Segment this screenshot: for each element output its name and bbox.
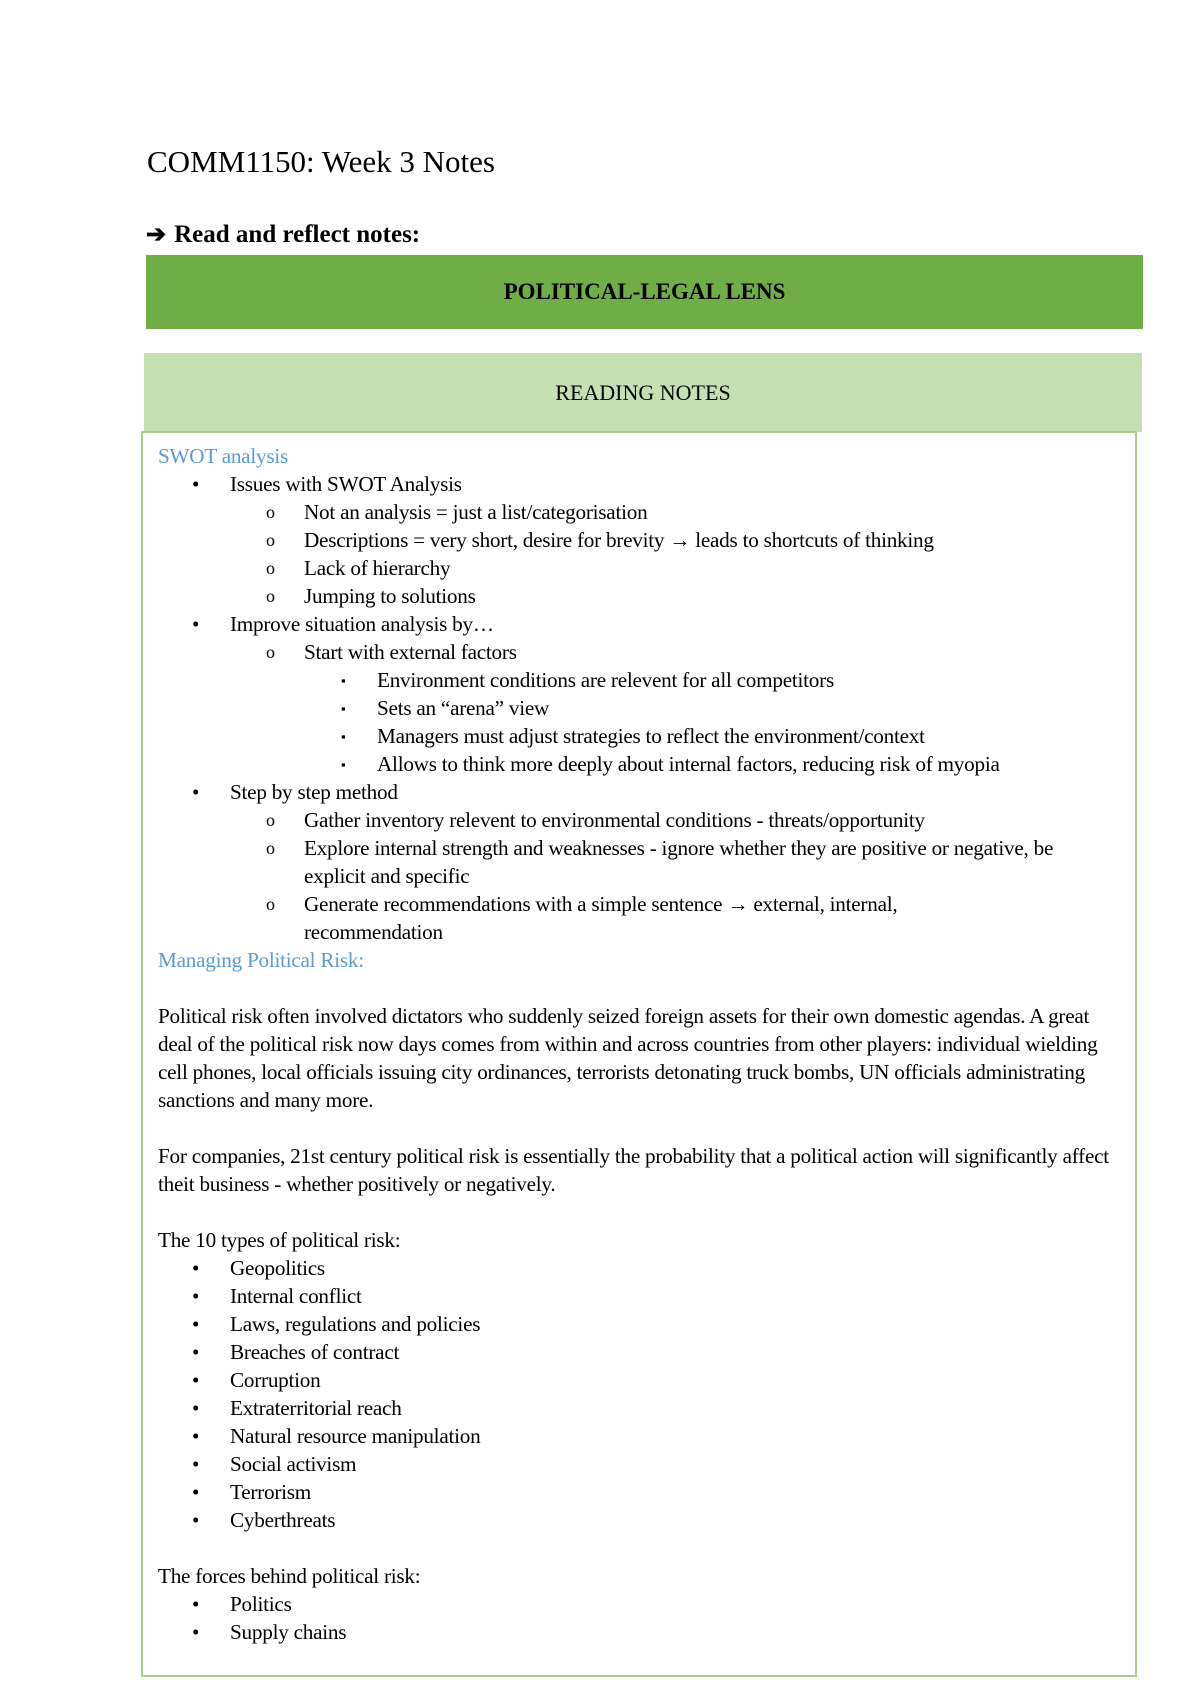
list-item-text: Terrorism [230,1480,311,1504]
list-item [158,806,1127,834]
bullet-icon: • [192,1452,200,1476]
list-item-text: Improve situation analysis by… [230,612,494,636]
list-item [158,694,1127,722]
read-and-reflect-heading [146,219,420,251]
read-and-reflect-label: Read and reflect notes: [174,221,421,248]
circle-bullet-icon: o [266,586,275,606]
list-item-text: Laws, regulations and policies [230,1312,481,1336]
circle-bullet-icon: o [266,810,275,830]
political-risk-paragraph-2: For companies, 21st century political risk is essentially the probability that a political action will significantly affect theit business - whether positively or negatively. [158,1144,1109,1196]
list-item-text: Generate recommendations with a simple sentence → external, internal, recommendation [304,892,898,944]
list-item [158,1618,1127,1646]
list-item-text: Start with external factors [304,640,517,664]
list-item-text: Politics [230,1592,292,1616]
list-item-text: Supply chains [230,1620,347,1644]
bullet-icon: • [192,1312,200,1336]
square-bullet-icon: ▪ [341,757,346,772]
list-item [158,666,1127,694]
political-risk-heading: Managing Political Risk: [158,948,364,972]
arrow-right-icon: ➔ [146,222,167,248]
circle-bullet-icon: o [266,838,275,858]
circle-bullet-icon: o [266,502,275,522]
spacer [158,1114,1127,1142]
list-item-text: Descriptions = very short, desire for brevity → leads to shortcuts of thinking [304,528,934,552]
bullet-icon: • [192,1620,200,1644]
list-item-text: Extraterritorial reach [230,1396,402,1420]
list-item [158,498,1127,526]
circle-bullet-icon: o [266,894,275,914]
bullet-icon: • [192,472,200,496]
risk-forces-label: The forces behind political risk: [158,1564,421,1588]
list-item [158,1254,1127,1282]
bullet-icon: • [192,1256,200,1280]
bullet-icon: • [192,1592,200,1616]
list-item-text: Explore internal strength and weaknesses - ignore whether they are positive or negative, be explicit and specific [304,836,1054,888]
list-item-text: Allows to think more deeply about internal factors, reducing risk of myopia [377,752,1000,776]
bullet-icon: • [192,1368,200,1392]
bullet-icon: • [192,612,200,636]
bullet-icon: • [192,1340,200,1364]
list-item-text: Breaches of contract [230,1340,400,1364]
list-item-text: Not an analysis = just a list/categorisation [304,500,648,524]
list-item [158,890,1127,946]
banner-label: POLITICAL-LEGAL LENS [503,279,786,304]
list-item-text: Lack of hierarchy [304,556,451,580]
list-item [158,1506,1127,1534]
list-item [158,1394,1127,1422]
reading-notes-label: READING NOTES [555,379,731,405]
bullet-icon: • [192,1480,200,1504]
list-item-text: Issues with SWOT Analysis [230,472,462,496]
list-item-text: Internal conflict [230,1284,362,1308]
list-item [158,1366,1127,1394]
square-bullet-icon: ▪ [341,701,346,716]
list-item [158,1590,1127,1618]
list-item-text: Environment conditions are relevent for all competitors [377,668,834,692]
square-bullet-icon: ▪ [341,729,346,744]
list-item-text: Cyberthreats [230,1508,336,1532]
list-item-text: Geopolitics [230,1256,325,1280]
list-item [158,1310,1127,1338]
swot-heading: SWOT analysis [158,444,288,468]
risk-types-label: The 10 types of political risk: [158,1228,401,1252]
bullet-icon: • [192,1396,200,1420]
list-item [158,1282,1127,1310]
list-item [158,470,1127,498]
list-item [158,610,1127,638]
spacer [158,1534,1127,1562]
list-item-text: Corruption [230,1368,321,1392]
list-item-text: Sets an “arena” view [377,696,550,720]
notes-content [158,442,1127,1646]
list-item-text: Gather inventory relevent to environmental conditions - threats/opportunity [304,808,925,832]
circle-bullet-icon: o [266,642,275,662]
list-item-text: Social activism [230,1452,357,1476]
list-item [158,638,1127,666]
square-bullet-icon: ▪ [341,673,346,688]
list-item [158,1422,1127,1450]
spacer [158,974,1127,1002]
bullet-icon: • [192,1284,200,1308]
political-risk-paragraph-1: Political risk often involved dictators who suddenly seized foreign assets for their own domestic agendas. A great deal of the political risk now days comes from within and across countries from other players: individual wielding cell phones, local officials issuing city ordinances, terrorists detonating truck bombs, UN officials administrating sanctions and many more. [158,1004,1098,1112]
list-item [158,582,1127,610]
list-item [158,1450,1127,1478]
list-item-text: Natural resource manipulation [230,1424,481,1448]
bullet-icon: • [192,1508,200,1532]
reading-notes-header [144,353,1142,432]
circle-bullet-icon: o [266,558,275,578]
page-title: COMM1150: Week 3 Notes [147,144,495,179]
list-item [158,778,1127,806]
list-item [158,554,1127,582]
spacer [158,1198,1127,1226]
list-item [158,750,1127,778]
list-item-text: Managers must adjust strategies to reflect the environment/context [377,724,925,748]
list-item [158,526,1127,554]
reading-notes-box [141,431,1137,1677]
list-item [158,722,1127,750]
circle-bullet-icon: o [266,530,275,550]
list-item [158,1338,1127,1366]
political-legal-lens-banner [146,255,1143,329]
list-item [158,1478,1127,1506]
list-item [158,834,1127,890]
list-item-text: Step by step method [230,780,398,804]
bullet-icon: • [192,1424,200,1448]
list-item-text: Jumping to solutions [304,584,476,608]
bullet-icon: • [192,780,200,804]
